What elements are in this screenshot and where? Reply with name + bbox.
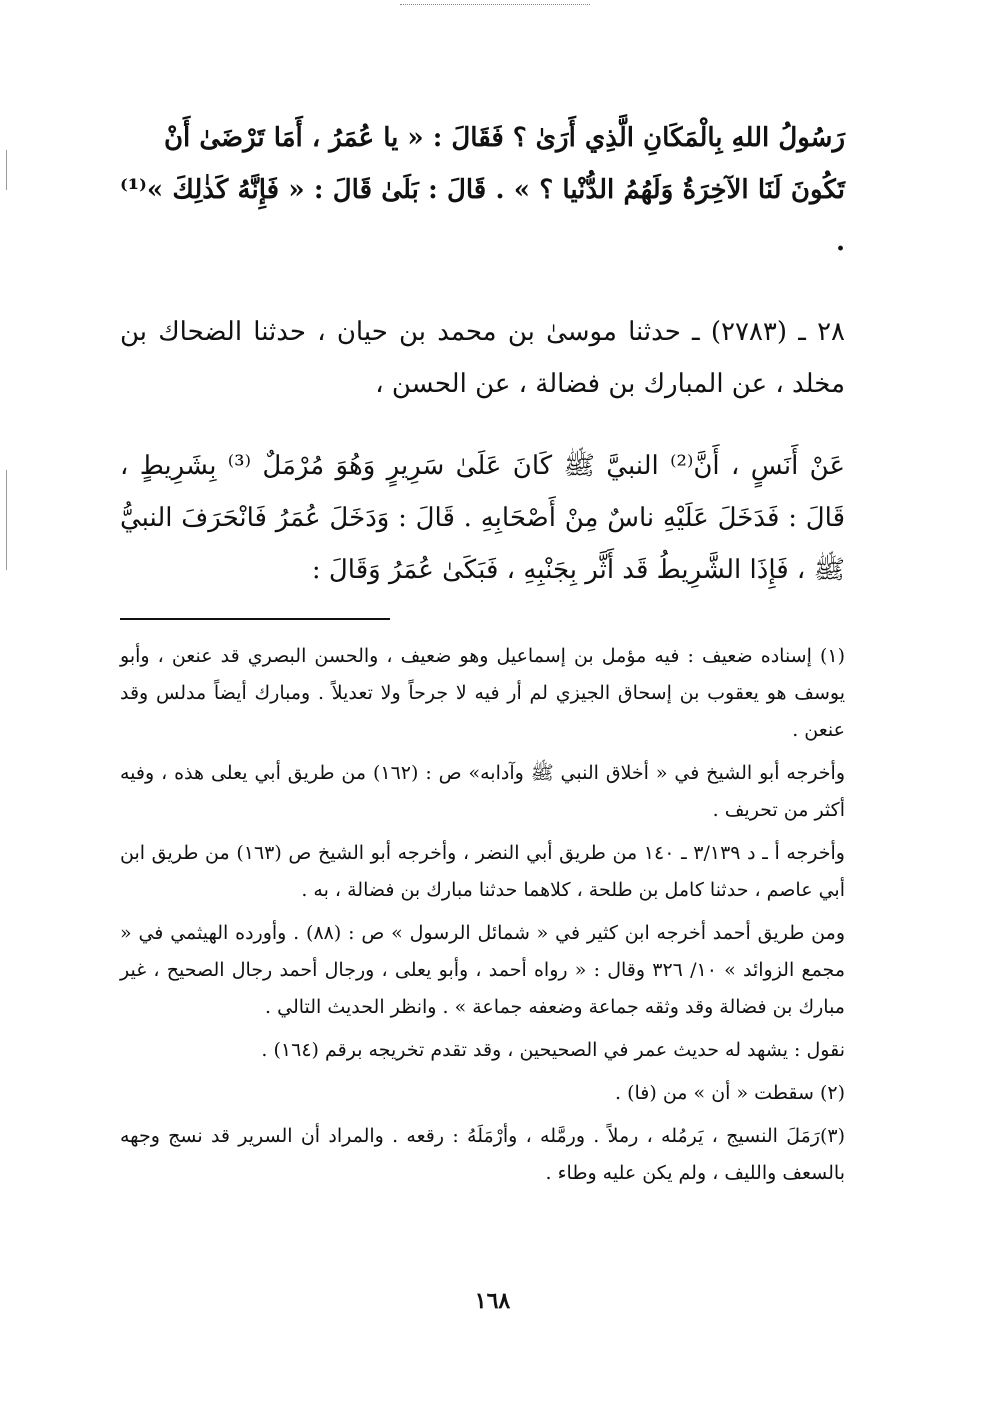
quote-line-2: تَكُونَ لَنَا الآخِرَةُ وَلَهُمُ الدُّنْيا ؟ » . قَالَ : بَلَىٰ قَالَ : « فَإِنَّهُ كَذٰلِكَ »⁽¹⁾ . <box>120 175 845 257</box>
quote-line-1: رَسُولُ اللهِ بِالْمَكَانِ الَّذِي أَرَىٰ ؟ فَقَالَ : « يا عُمَرُ ، أَمَا تَرْضَىٰ أَنْ <box>163 123 845 153</box>
footnote-2: (٢) سقطت « أن » من (فا) . <box>615 1082 845 1104</box>
footnote-3: (٣)رَمَلَ النسيج ، يَرمُله ، رملاً . ورمَّله ، وأرْمَلَهُ : رقعه . والمراد أن السرير قد نسج وجهه بالسعف والليف ، ولم يكن عليه وطاء . <box>120 1125 845 1184</box>
page-number: ١٦٨ <box>474 1288 511 1314</box>
footnote-1-cont-c: ومن طريق أحمد أخرجه ابن كثير في « شمائل الرسول » ص : (٨٨) . وأورده الهيثمي في « مجمع الزوائد » ١٠/ ٣٢٦ وقال : « رواه أحمد ، وأبو يعلى ، ورجال أحمد رجال الصحيح ، غير مبارك بن فضالة وقد وثقه جماعة وضعفه جماعة » . وانظر الحديث التالي . <box>120 922 845 1018</box>
scan-artifact-edge <box>6 470 7 570</box>
quote-paragraph <box>120 112 845 268</box>
isnad-paragraph: ٢٨ ـ (٢٧٨٣) ـ حدثنا موسىٰ بن محمد بن حيان ، حدثنا الضحاك بن مخلد ، عن المبارك بن فضالة ، عن الحسن ، <box>120 317 846 399</box>
hadith-paragraph: عَنْ أَنَسٍ ، أَنَّ⁽²⁾ النبيَّ ﷺ كَانَ عَلَىٰ سَرِيرٍ وَهُوَ مُرْمَلٌ ⁽³⁾ بِشَرِيطٍ ، قَالَ : فَدَخَلَ عَلَيْهِ ناسٌ مِنْ أَصْحَابِهِ . قَالَ : وَدَخَلَ عُمَرُ فَانْحَرَفَ النبيُّ ﷺ ، فَإِذَا الشَّرِيطُ قَد أَثَّر بِجَنْبِهِ ، فَبَكَىٰ عُمَرُ وَقَالَ : <box>120 451 845 585</box>
scan-artifact-top <box>400 4 590 5</box>
footnote-1: (١) إسناده ضعيف : فيه مؤمل بن إسماعيل وهو ضعيف ، والحسن البصري قد عنعن ، وأبو يوسف هو يعقوب بن إسحاق الجيزي لم أر فيه لا جرحاً ولا تعديلاً . ومبارك أيضاً مدلس وقد عنعن . <box>120 645 845 741</box>
footnote-1-cont-b: وأخرجه أ ـ د ٣/١٣٩ ـ ١٤٠ من طريق أبي النضر ، وأخرجه أبو الشيخ ص (١٦٣) من طريق ابن أبي عاصم ، حدثنا كامل بن طلحة ، كلاهما حدثنا مبارك بن فضالة ، به . <box>120 842 845 901</box>
footnote-separator <box>120 618 390 620</box>
footnotes <box>120 638 845 1192</box>
footnote-1-cont-a: وأخرجه أبو الشيخ في « أخلاق النبي ﷺ وآدابه» ص : (١٦٢) من طريق أبي يعلى هذه ، وفيه أكثر من تحريف . <box>120 762 846 821</box>
scan-artifact-edge <box>6 150 7 190</box>
footnote-1-cont-d: نقول : يشهد له حديث عمر في الصحيحين ، وقد تقدم تخريجه برقم (١٦٤) . <box>261 1039 845 1061</box>
page-body <box>120 112 845 1198</box>
